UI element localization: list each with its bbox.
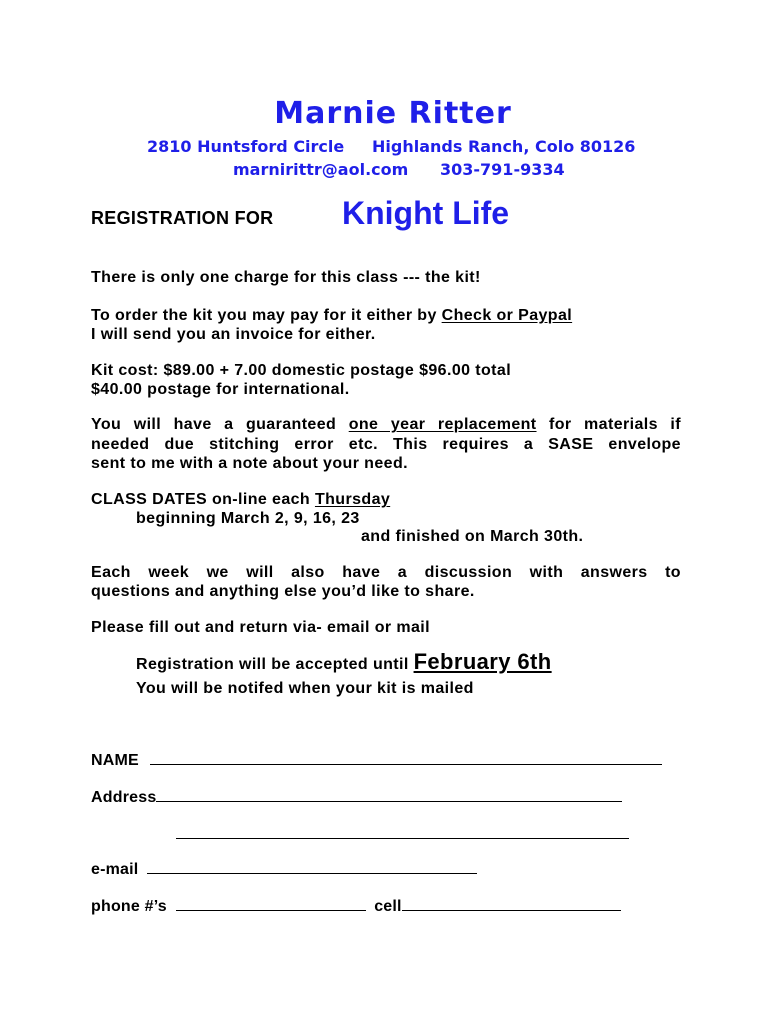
author-phone: 303-791-9334 [440, 160, 565, 179]
invoice-text: I will send you an invoice for either. [91, 326, 376, 343]
deadline-text [136, 649, 726, 675]
notify-text: You will be notifed when your kit is mailed [136, 680, 474, 697]
deadline-date: February 6th [413, 649, 552, 674]
guarantee-line-2 [91, 435, 681, 455]
author-name: Marnie Ritter [274, 96, 512, 131]
class-day: Thursday [314, 491, 391, 508]
charge-text: There is only one charge for this class --- the kit! [91, 269, 481, 286]
address-field [91, 787, 622, 807]
class-dates-list: beginning March 2, 9, 16, 23 [136, 510, 360, 527]
guarantee-prefix: You will have a guaranteed [91, 416, 349, 433]
author-email: marnirittr@aol.com [233, 160, 409, 179]
cell-input-line[interactable] [402, 896, 621, 911]
name-field [91, 750, 662, 770]
address-continuation-field [176, 824, 629, 844]
return-instructions: Please fill out and return via- email or mail [91, 619, 430, 636]
guarantee-emphasis: one year replacement [348, 416, 537, 433]
name-label: NAME [91, 752, 139, 769]
guarantee-line-3: sent to me with a note about your need. [91, 455, 408, 472]
phone-label: phone #’s [91, 898, 167, 915]
order-prefix: To order the kit you may pay for it either by [91, 307, 442, 324]
cell-label: cell [374, 898, 402, 915]
payment-methods: Check or Paypal [441, 307, 573, 324]
international-postage-text: $40.00 postage for international. [91, 381, 350, 398]
phone-field [91, 896, 621, 916]
class-title: Knight Life [342, 195, 510, 231]
deadline-prefix: Registration will be accepted until [136, 656, 414, 673]
discussion-line-1 [91, 563, 681, 583]
phone-input-line[interactable] [176, 896, 366, 911]
author-street: 2810 Huntsford Circle [147, 137, 345, 156]
address-input-line-2[interactable] [176, 824, 629, 839]
email-field [91, 859, 477, 879]
discussion-line-2: questions and anything else you’d like to share. [91, 583, 475, 600]
class-dates-heading [91, 490, 681, 510]
guarantee-suffix: for materials if [536, 416, 681, 433]
email-label: e-mail [91, 861, 139, 878]
order-text [91, 306, 681, 326]
class-dates-prefix: CLASS DATES on-line each [91, 491, 315, 508]
guarantee-line-2-text: needed due stitching error etc. This requires a SASE envelope [91, 436, 681, 453]
address-input-line-1[interactable] [156, 787, 622, 802]
kit-cost-text: Kit cost: $89.00 + 7.00 domestic postage $96.00 total [91, 362, 512, 379]
address-label: Address [91, 789, 157, 806]
name-input-line[interactable] [150, 750, 662, 765]
guarantee-line-1 [91, 415, 681, 435]
registration-label: REGISTRATION FOR [91, 208, 274, 228]
discussion-line-1-text: Each week we will also have a discussion with answers to [91, 564, 681, 581]
class-end-date: and finished on March 30th. [361, 528, 584, 545]
email-input-line[interactable] [147, 859, 477, 874]
author-city: Highlands Ranch, Colo 80126 [372, 137, 636, 156]
